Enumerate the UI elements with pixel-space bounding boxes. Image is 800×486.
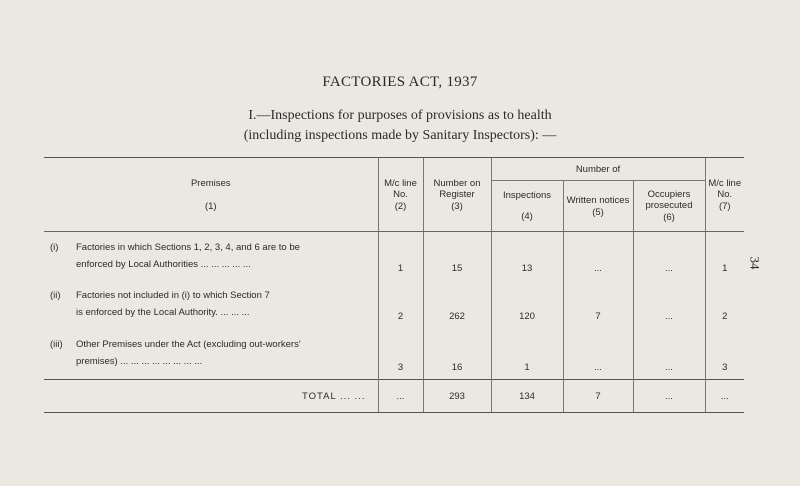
header-written-notices-num: (5) xyxy=(592,206,604,218)
header-register-label: Number on Register xyxy=(433,177,481,200)
inspections-cell: 13 xyxy=(491,232,563,280)
mc-line-cell: 2 xyxy=(378,280,423,328)
total-written-notices: 7 xyxy=(563,380,633,413)
header-written-notices xyxy=(563,181,633,232)
premises-cell xyxy=(44,280,378,328)
premises-line-2: premises) ... ... ... ... ... ... ... ... xyxy=(76,356,203,368)
header-written-notices-label: Written notices xyxy=(566,194,630,206)
page-number: 34 xyxy=(747,256,763,270)
premises-line-1: Other Premises under the Act (excluding out-workers' xyxy=(76,339,301,351)
header-mc-line-2-num: (7) xyxy=(718,200,731,212)
header-register xyxy=(423,158,491,232)
inspections-cell: 120 xyxy=(491,280,563,328)
header-occupiers-num: (6) xyxy=(663,212,675,223)
register-cell: 15 xyxy=(423,232,491,280)
inspections-table xyxy=(44,157,744,413)
row-roman: (iii) xyxy=(50,339,63,351)
header-premises xyxy=(44,158,378,232)
premises-cell xyxy=(44,328,378,380)
mc-line-cell: 3 xyxy=(378,328,423,380)
header-occupiers-label: Occupiers prosecuted xyxy=(645,189,693,211)
written-notices-cell: ... xyxy=(563,232,633,280)
occupiers-cell: ... xyxy=(633,328,705,380)
row-roman: (ii) xyxy=(50,289,61,301)
subtitle-line-1: I.—Inspections for purposes of provisions as to health xyxy=(248,108,552,123)
premises-cell xyxy=(44,232,378,280)
total-mc-line-2: ... xyxy=(705,380,744,413)
table-row xyxy=(44,232,744,280)
written-notices-cell: ... xyxy=(563,328,633,380)
written-notices-cell: 7 xyxy=(563,280,633,328)
header-mc-line-2 xyxy=(705,158,744,232)
total-occupiers: ... xyxy=(633,380,705,413)
total-register: 293 xyxy=(423,380,491,413)
total-mc-line: ... xyxy=(378,380,423,413)
premises-line-2: enforced by Local Authorities ... ... ... ... ... xyxy=(76,258,251,270)
premises-line-1: Factories in which Sections 1, 2, 3, 4, and 6 are to be xyxy=(76,241,300,253)
premises-line-1: Factories not included in (i) to which Section 7 xyxy=(76,289,270,301)
occupiers-cell: ... xyxy=(633,280,705,328)
total-label: TOTAL ... ... xyxy=(44,380,378,413)
inspections-cell: 1 xyxy=(491,328,563,380)
header-mc-line xyxy=(378,158,423,232)
header-mc-line-label: M/c line No. xyxy=(384,177,417,200)
table-row xyxy=(44,328,744,380)
row-roman: (i) xyxy=(50,241,59,253)
occupiers-cell: ... xyxy=(633,232,705,280)
header-mc-line-2-label: M/c line No. xyxy=(708,177,742,200)
premises-line-2: is enforced by the Local Authority. ... ... ... xyxy=(76,306,250,318)
table-row xyxy=(44,280,744,328)
header-inspections xyxy=(491,181,563,232)
mc-line-2-cell: 2 xyxy=(705,280,744,328)
register-cell: 16 xyxy=(423,328,491,380)
header-inspections-label: Inspections xyxy=(502,190,552,201)
subtitle-line-2: (including inspections made by Sanitary Inspectors): — xyxy=(243,128,557,143)
total-row xyxy=(44,380,744,413)
header-premises-num: (1) xyxy=(204,200,217,212)
header-occupiers xyxy=(633,181,705,232)
header-premises-label: Premises xyxy=(190,177,231,189)
register-cell: 262 xyxy=(423,280,491,328)
mc-line-cell: 1 xyxy=(378,232,423,280)
mc-line-2-cell: 3 xyxy=(705,328,744,380)
header-mc-line-num: (2) xyxy=(394,200,407,212)
total-inspections: 134 xyxy=(491,380,563,413)
header-register-num: (3) xyxy=(451,200,463,212)
header-inspections-num: (4) xyxy=(521,211,533,222)
document-subtitle xyxy=(0,106,800,146)
document-title: FACTORIES ACT, 1937 xyxy=(322,74,478,90)
mc-line-2-cell: 1 xyxy=(705,232,744,280)
header-number-of: Number of xyxy=(491,158,705,181)
